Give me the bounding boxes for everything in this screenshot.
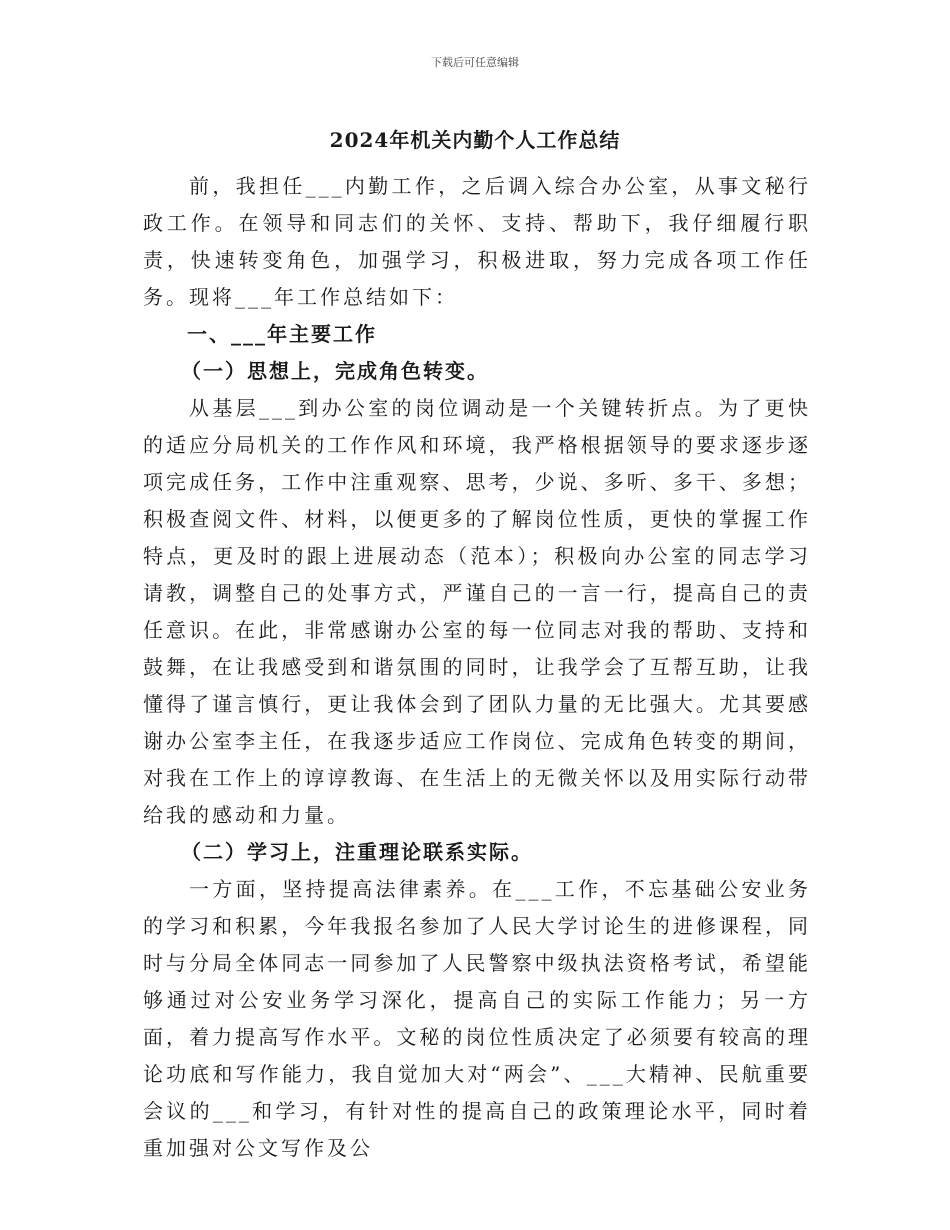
- page-header: 下载后可任意编辑: [431, 56, 519, 69]
- section-heading: 一、___年主要工作: [187, 322, 377, 346]
- subsection-1-paragraph: 从基层___到办公室的岗位调动是一个关键转折点。为了更快的适应分局机关的工作作风和环境，我严格根据领导的要求逐步逐项完成任务，工作中注重观察、思考，少说、多听、多干、多想；积极查阅文件、材料，以便更多的了解岗位性质，更快的掌握工作特点，更及时的跟上进展动态（范本）；积极向办公室的同志学习请教，调整自己的处事方式，严谨自己的一言一行，提高自己的责任意识。在此，非常感谢办公室的每一位同志对我的帮助、支持和鼓舞，在让我感受到和谐氛围的同时，让我学会了互帮互助，让我懂得了谨言慎行，更让我体会到了团队力量的无比强大。尤其要感谢办公室李主任，在我逐步适应工作岗位、完成角色转变的期间，对我在工作上的谆谆教诲、在生活上的无微关怀以及用实际行动带给我的感动和力量。: [143, 396, 811, 827]
- document-body: [143, 168, 811, 1167]
- subsection-heading-1: （一）思想上，完成角色转变。: [181, 359, 489, 383]
- subsection-heading-2: （二）学习上，注重理论联系实际。: [181, 840, 533, 864]
- intro-paragraph: 前，我担任___内勤工作，之后调入综合办公室，从事文秘行政工作。在领导和同志们的关怀、支持、帮助下，我仔细履行职责，快速转变角色，加强学习，积极进取，努力完成各项工作任务。现将___年工作总结如下：: [143, 174, 811, 309]
- subsection-2-paragraph: 一方面，坚持提高法律素养。在___工作，不忘基础公安业务的学习和积累，今年我报名参加了人民大学讨论生的进修课程，同时与分局全体同志一同参加了人民警察中级执法资格考试，希望能够通过对公安业务学习深化，提高自己的实际工作能力；另一方面，着力提高写作水平。文秘的岗位性质决定了必须要有较高的理论功底和写作能力，我自觉加大对“两会”、___大精神、民航重要会议的___和学习，有针对性的提高自己的政策理论水平，同时着重加强对公文写作及公: [143, 877, 811, 1160]
- document-title: 2024年机关内勤个人工作总结: [329, 128, 621, 152]
